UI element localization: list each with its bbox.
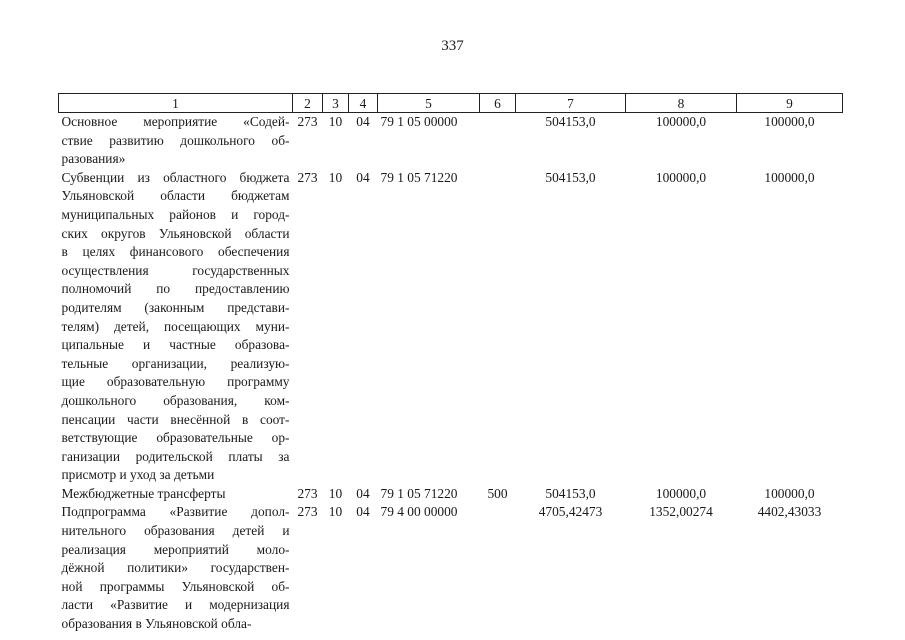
target-article-cell: 79 1 05 00000	[380, 114, 458, 129]
amount-year3-cell: 100000,0	[764, 485, 815, 501]
amount-year1-cell: 504153,0	[545, 169, 596, 185]
row-name-line: ласти «Развитие и модернизация	[61, 597, 290, 613]
table-row	[59, 485, 843, 504]
row-name-line: ских округов Ульяновской области	[61, 225, 290, 241]
admin-code-cell: 273	[297, 485, 318, 501]
row-name-line: тельные организации, реализую-	[61, 355, 290, 371]
row-name-line: разования»	[61, 151, 126, 167]
row-name-line: Подпрограмма «Развитие допол-	[61, 504, 290, 520]
amount-year1-cell: 4705,42473	[538, 504, 603, 520]
row-name-cell	[59, 485, 293, 504]
row-name-line: ветствующие образовательные ор-	[61, 430, 290, 446]
row-name-line: Субвенции из областного бюджета	[61, 169, 290, 185]
amount-year2-cell: 100000,0	[655, 114, 707, 129]
section-code-cell: 10	[328, 504, 343, 520]
section-code-cell: 10	[328, 169, 343, 185]
row-name-line: Ульяновской области бюджетам	[61, 188, 290, 204]
target-article-cell: 79 4 00 00000	[380, 504, 458, 520]
subsection-code-cell: 04	[356, 485, 370, 501]
row-name-cell	[59, 169, 293, 485]
amount-year3-cell: 4402,43033	[757, 504, 822, 520]
row-name-line: осуществления государственных	[61, 262, 290, 278]
target-article-cell: 79 1 05 71220	[380, 485, 458, 501]
row-name-line: присмотр и уход за детьми	[61, 467, 215, 483]
row-name-line: щие образовательную программу	[61, 374, 290, 390]
amount-year1-cell: 504153,0	[545, 485, 596, 501]
row-name-cell	[59, 503, 293, 633]
column-header: 8	[626, 94, 737, 113]
column-header: 3	[323, 94, 349, 113]
row-name-line: Основное мероприятие «Содей-	[61, 114, 290, 129]
row-name-line: дёжной политики» государствен-	[61, 560, 290, 576]
row-name-line: дошкольного образования, ком-	[61, 392, 290, 408]
expense-type-cell: 500	[487, 485, 508, 501]
budget-table	[58, 93, 843, 634]
admin-code-cell: 273	[297, 504, 318, 520]
row-name-line: муниципальных районов и город-	[61, 206, 290, 222]
column-header: 9	[737, 94, 843, 113]
amount-year2-cell: 100000,0	[655, 485, 707, 501]
amount-year2-cell: 100000,0	[655, 169, 707, 185]
amount-year1-cell: 504153,0	[545, 114, 596, 129]
row-name-line: реализация мероприятий моло-	[61, 541, 290, 557]
row-name-line: в целях финансового обеспечения	[61, 244, 290, 260]
row-name-line: телям) детей, посещающих муни-	[61, 318, 290, 334]
row-name-line: полномочий по предоставлению	[61, 281, 290, 297]
row-name-line: ной программы Ульяновской об-	[61, 578, 290, 594]
subsection-code-cell: 04	[356, 504, 370, 520]
row-name-cell	[59, 113, 293, 169]
table-row	[59, 169, 843, 485]
column-header: 2	[293, 94, 323, 113]
table-row	[59, 113, 843, 169]
table-body	[59, 113, 843, 634]
subsection-code-cell: 04	[356, 114, 370, 129]
amount-year3-cell: 100000,0	[764, 114, 815, 129]
column-header: 6	[480, 94, 516, 113]
expense-type-cell	[480, 169, 516, 485]
section-code-cell: 10	[328, 114, 343, 129]
column-number-row	[59, 94, 843, 113]
subsection-code-cell: 04	[356, 169, 370, 185]
row-name-line: ципальные и частные образова-	[61, 337, 290, 353]
target-article-cell: 79 1 05 71220	[380, 169, 458, 185]
expense-type-cell	[480, 503, 516, 633]
row-name-line: образования в Ульяновской обла-	[61, 616, 252, 632]
amount-year2-cell: 1352,00274	[649, 504, 713, 520]
section-code-cell: 10	[328, 485, 343, 501]
column-header: 7	[516, 94, 626, 113]
column-header: 5	[378, 94, 480, 113]
expense-type-cell	[480, 113, 516, 169]
row-name-line: ствие развитию дошкольного об-	[61, 132, 290, 148]
admin-code-cell: 273	[297, 169, 318, 185]
amount-year3-cell: 100000,0	[764, 169, 815, 185]
row-name-line: родителям (законным представи-	[61, 299, 290, 315]
row-name-line: Межбюджетные трансферты	[61, 485, 226, 501]
row-name-line: ганизации родительской платы за	[61, 448, 290, 464]
column-header: 1	[59, 94, 293, 113]
admin-code-cell: 273	[297, 114, 318, 129]
page-number: 337	[441, 38, 464, 54]
table-row	[59, 503, 843, 633]
column-header: 4	[349, 94, 378, 113]
row-name-line: нительного образования детей и	[61, 523, 290, 539]
row-name-line: пенсации части внесённой в соот-	[61, 411, 290, 427]
